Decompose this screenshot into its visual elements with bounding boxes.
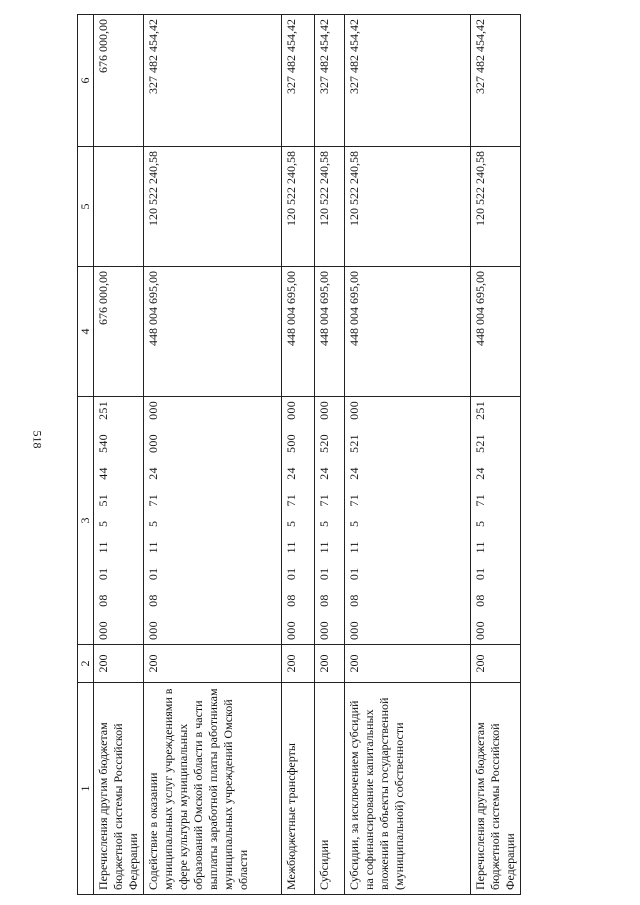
row-value-4: 448 004 695,00 [315,267,345,397]
kbk-segment: 01 [96,567,110,581]
kbk-segment: 24 [473,467,487,480]
table-row [345,15,471,895]
kbk-segment: 01 [146,567,160,581]
row-value-4: 448 004 695,00 [144,267,282,397]
kbk-segment: 71 [284,493,298,507]
kbk-segment: 24 [347,467,361,480]
row-name: Перечисления другим бюджетам бюджетной системы Российской Федерации [471,683,521,895]
kbk-segment: 000 [146,621,160,640]
row-value-5: 120 522 240,58 [315,147,345,267]
row-kbk [282,397,315,645]
kbk-segment: 08 [317,594,331,607]
row-code: 200 [282,645,315,683]
row-value-5: 120 522 240,58 [144,147,282,267]
row-code: 200 [144,645,282,683]
kbk-segment: 08 [96,594,110,607]
col-header-2: 2 [78,645,94,683]
kbk-segment: 08 [347,594,361,607]
kbk-segment: 01 [473,567,487,581]
col-header-5: 5 [78,147,94,267]
kbk-segment: 000 [347,401,361,420]
kbk-segment: 44 [96,467,110,480]
row-value-6: 327 482 454,42 [315,15,345,147]
table-row [315,15,345,895]
kbk-segment: 71 [347,493,361,507]
row-value-6: 676 000,00 [94,15,144,147]
row-value-4: 448 004 695,00 [471,267,521,397]
kbk-segment: 000 [473,621,487,640]
kbk-segment: 08 [284,594,298,607]
kbk-segment: 521 [347,434,361,453]
row-code: 200 [345,645,471,683]
table-row [94,15,144,895]
kbk-segment: 11 [284,541,298,554]
kbk-segment: 000 [317,401,331,420]
row-code: 200 [471,645,521,683]
row-value-4: 448 004 695,00 [282,267,315,397]
col-header-6: 6 [78,15,94,147]
kbk-segment: 5 [284,520,298,528]
kbk-segment: 5 [146,520,160,528]
kbk-segment: 521 [473,434,487,453]
row-value-6: 327 482 454,42 [282,15,315,147]
kbk-segment: 5 [96,520,110,528]
table-body [94,15,521,895]
row-kbk [94,397,144,645]
row-kbk [471,397,521,645]
kbk-segment: 540 [96,434,110,453]
kbk-segment: 01 [317,567,331,581]
row-value-4: 448 004 695,00 [345,267,471,397]
kbk-segment: 000 [146,401,160,420]
kbk-segment: 000 [317,621,331,640]
kbk-segment: 71 [473,493,487,507]
kbk-segment: 11 [146,541,160,554]
kbk-segment: 08 [473,594,487,607]
row-value-4: 676 000,00 [94,267,144,397]
kbk-segment: 000 [284,621,298,640]
rotated-table-container [77,15,517,895]
row-name: Субсидии, за исключением субсидий на софинансирование капитальных вложений в объекты государственной (муниципальной) собственности [345,683,471,895]
kbk-segment: 71 [146,493,160,507]
kbk-segment: 251 [96,401,110,420]
row-name: Межбюджетные трансферты [282,683,315,895]
kbk-segment: 11 [473,541,487,554]
kbk-segment: 24 [284,467,298,480]
table-row [144,15,282,895]
row-value-6: 327 482 454,42 [345,15,471,147]
row-code: 200 [94,645,144,683]
kbk-segment: 5 [347,520,361,528]
budget-table [77,14,521,895]
kbk-segment: 520 [317,434,331,453]
col-header-4: 4 [78,267,94,397]
row-value-6: 327 482 454,42 [471,15,521,147]
kbk-segment: 11 [317,541,331,554]
row-value-5: 120 522 240,58 [345,147,471,267]
kbk-segment: 000 [146,434,160,453]
kbk-segment: 5 [473,520,487,528]
row-kbk [345,397,471,645]
kbk-segment: 71 [317,493,331,507]
col-header-3: 3 [78,397,94,645]
row-name: Субсидии [315,683,345,895]
kbk-segment: 24 [317,467,331,480]
kbk-segment: 000 [284,401,298,420]
table-row [471,15,521,895]
row-value-6: 327 482 454,42 [144,15,282,147]
kbk-segment: 5 [317,520,331,528]
row-kbk [144,397,282,645]
row-value-5 [94,147,144,267]
row-name: Перечисления другим бюджетам бюджетной системы Российской Федерации [94,683,144,895]
page-number: 518 [30,430,45,449]
row-kbk [315,397,345,645]
kbk-segment: 01 [347,567,361,581]
kbk-segment: 000 [96,621,110,640]
kbk-segment: 24 [146,467,160,480]
kbk-segment: 11 [96,541,110,554]
row-code: 200 [315,645,345,683]
kbk-segment: 11 [347,541,361,554]
row-value-5: 120 522 240,58 [471,147,521,267]
kbk-segment: 000 [347,621,361,640]
kbk-segment: 251 [473,401,487,420]
header-row [78,15,94,895]
row-name: Содействие в оказании муниципальных услуг учреждениями в сфере культуры муниципальных образований Омской области в части выплаты заработной платы работникам муниципальных учреждений Омской области [144,683,282,895]
table-row [282,15,315,895]
kbk-segment: 51 [96,493,110,507]
kbk-segment: 500 [284,434,298,453]
col-header-1: 1 [78,683,94,895]
kbk-segment: 08 [146,594,160,607]
kbk-segment: 01 [284,567,298,581]
row-value-5: 120 522 240,58 [282,147,315,267]
